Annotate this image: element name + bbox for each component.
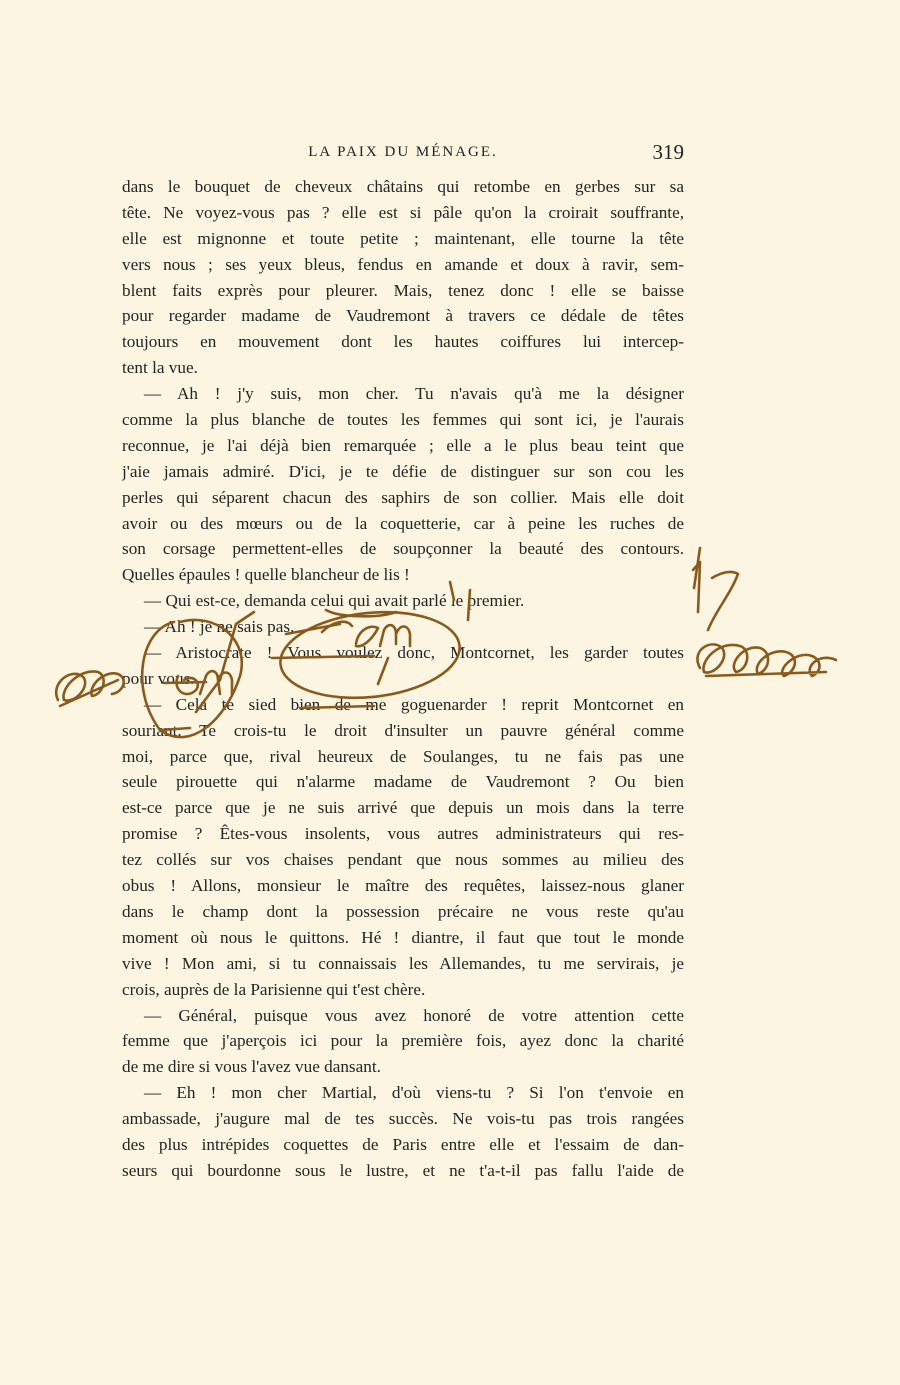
text-line: obus ! Allons, monsieur le maître des requêtes, laissez-nous glaner [122,876,684,896]
text-line: moment où nous le quittons. Hé ! diantre, il faut que tout le monde [122,927,684,947]
text-line: comme la plus blanche de toutes les femmes qui sont ici, je l'aurais [122,410,684,430]
right-margin-scribble [697,644,836,676]
text-line: souriant. Te crois-tu le droit d'insulter un pauvre général comme [122,720,684,740]
margin-number-17-mark [693,562,738,630]
text-line: perles qui séparent chacun des saphirs de son collier. Mais elle doit [122,487,684,507]
text-line: tez collés sur vos chaises pendant que nous sommes au milieu des [122,850,684,870]
body-text [122,174,684,1184]
running-title: LA PAIX DU MÉNAGE. [308,144,498,160]
text-line: — Cela te sied bien de me goguenarder ! reprit Montcornet en [144,694,684,714]
text-line: moi, parce que, rival heureux de Soulanges, tu ne fais pas une [122,746,684,766]
text-line: — Eh ! mon cher Martial, d'où viens-tu ? Si l'on t'envoie en [144,1083,684,1103]
text-line: tent la vue. [122,358,198,378]
text-line: femme que j'aperçois ici pour la première fois, ayez donc la charité [122,1031,684,1051]
text-line: — Qui est-ce, demanda celui qui avait parlé le premier. [144,591,525,611]
running-head [122,140,684,170]
text-line: j'aie jamais admiré. D'ici, je te défie de distinguer sur son cou les [122,461,684,481]
text-line: Quelles épaules ! quelle blancheur de lis ! [122,565,410,585]
text-line: son corsage permettent-elles de soupçonner la beauté des contours. [122,539,684,559]
text-line: blent faits exprès pour pleurer. Mais, tenez donc ! elle se baisse [122,280,684,300]
text-line: elle est mignonne et toute petite ; maintenant, elle tourne la tête [122,228,684,248]
text-line: de me dire si vous l'avez vue dansant. [122,1057,381,1077]
text-line: avoir ou des mœurs ou de la coquetterie, car à peine les ruches de [122,513,684,533]
margin-tick-mark [694,548,700,588]
text-line: tête. Ne voyez-vous pas ? elle est si pâle qu'on la croirait souffrante, [122,202,684,222]
text-line: ambassade, j'augure mal de tes succès. Ne vois-tu pas trois rangées [122,1109,684,1129]
left-margin-scribble [56,671,124,706]
text-line: — Aristocrate ! Vous voulez donc, Montcornet, les garder toutes [144,643,684,663]
text-line: vive ! Mon ami, si tu connaissais les Allemandes, tu me servirais, je [122,953,684,973]
text-line: est-ce parce que je ne suis arrivé que depuis un mois dans la terre [122,798,684,818]
text-line: seule pirouette qui n'alarme madame de Vaudremont ? Ou bien [122,772,684,792]
text-line: des plus intrépides coquettes de Paris entre elle et l'essaim de dan- [122,1134,684,1154]
text-line: dans le bouquet de cheveux châtains qui retombe en gerbes sur sa [122,177,684,196]
text-line: — Ah ! je ne sais pas. [144,617,295,637]
text-line: pour regarder madame de Vaudremont à travers ce dédale de têtes [122,306,684,326]
text-line: vers nous ; ses yeux bleus, fendus en amande et doux à ravir, sem- [122,254,684,274]
text-line: — Ah ! j'y suis, mon cher. Tu n'avais qu'à me la désigner [144,384,684,404]
page-number: 319 [652,140,684,164]
text-line: dans le champ dont la possession précaire ne vous reste qu'au [122,901,684,921]
text-line: reconnue, je l'ai déjà bien remarquée ; elle a le plus beau teint que [122,435,684,455]
text-line: promise ? Êtes-vous insolents, vous autres administrateurs qui res- [122,824,684,844]
text-line: — Général, puisque vous avez honoré de votre attention cette [144,1005,684,1025]
text-line: pour vous. [122,668,195,688]
text-line: toujours en mouvement dont les hautes coiffures lui intercep- [122,332,684,352]
text-line: seurs qui bourdonne sous le lustre, et ne t'a-t-il pas fallu l'aide de [122,1160,684,1180]
text-line: crois, auprès de la Parisienne qui t'est chère. [122,979,426,999]
